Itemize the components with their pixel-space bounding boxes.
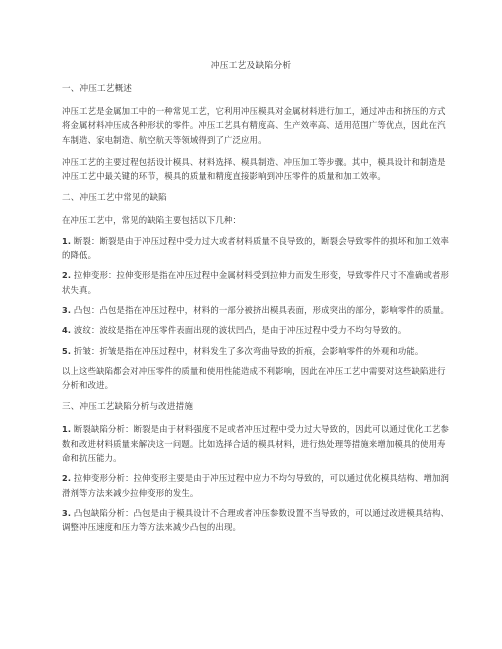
- list-text: 波纹：波纹是指在冲压零件表面出现的波状凹凸，是由于冲压过程中受力不均匀导致的。: [73, 325, 407, 336]
- list-text: 拉伸变形：拉伸变形是指在冲压过程中金属材料受到拉伸力而发生形变，导致零件尺寸不准确或者形状失真。: [62, 270, 450, 295]
- section1-paragraph-2: 冲压工艺的主要过程包括设计模具、材料选择、模具制造、冲压加工等步骤。其中，模具设计和制造是冲压工艺中最关键的环节，模具的质量和精度直接影响到冲压零件的质量和加工效率。: [62, 156, 446, 182]
- list-number: 1.: [62, 235, 72, 246]
- section1-paragraph-1: 冲压工艺是金属加工中的一种常见工艺，它利用冲压模具对金属材料进行加工，通过冲击和挤压的方式将金属材料冲压成各种形状的零件。冲压工艺具有精度高、生产效率高、适用范围广等优点，因此在汽车制造、家电制造、航空航天等领域得到了广泛应用。: [62, 106, 446, 145]
- section2-heading: 二、冲压工艺中常见的缺陷: [62, 193, 167, 204]
- list-number: 2.: [62, 270, 72, 281]
- list-number: 2.: [62, 473, 72, 484]
- list-number: 3.: [62, 507, 72, 518]
- list-text: 断裂缺陷分析：断裂是由于材料强度不足或者冲压过程中受力过大导致的，因此可以通过优化工艺参数和改进材料质量来解决这一问题。比如选择合适的模具材料，进行热处理等措施来增加模具的使用寿命和抗压能力。: [62, 424, 450, 464]
- section2-intro: 在冲压工艺中，常见的缺陷主要包括以下几种：: [62, 215, 242, 226]
- section1-heading: 一、冲压工艺概述: [62, 84, 132, 94]
- defect-item-4: [62, 323, 450, 337]
- document-title: 冲压工艺及缺陷分析: [210, 61, 292, 71]
- analysis-item-1: [62, 422, 450, 465]
- list-number: 4.: [62, 325, 72, 336]
- list-text: 凸包缺陷分析：凸包是由于模具设计不合理或者冲压参数设置不当导致的，可以通过改进模具结构、调整冲压速度和压力等方法来减少凸包的出现。: [62, 507, 450, 533]
- list-text: 凸包：凸包是指在冲压过程中，材料的一部分被挤出模具表面，形成突出的部分，影响零件的质量。: [73, 304, 450, 315]
- defect-item-5: [62, 344, 450, 358]
- analysis-item-2: [62, 471, 450, 500]
- section3-heading: 三、冲压工艺缺陷分析与改进措施: [62, 402, 194, 413]
- list-number: 1.: [62, 424, 72, 435]
- list-text: 断裂：断裂是由于冲压过程中受力过大或者材料质量不良导致的，断裂会导致零件的损坏和加工效率的降低。: [62, 235, 450, 261]
- list-number: 5.: [62, 345, 72, 356]
- analysis-item-3: [62, 506, 450, 535]
- defect-item-1: [62, 234, 450, 263]
- defect-item-3: [62, 303, 450, 317]
- defect-item-2: [62, 268, 450, 297]
- section2-conclusion: 以上这些缺陷都会对冲压零件的质量和使用性能造成不利影响，因此在冲压工艺中需要对这些缺陷进行分析和改进。: [62, 365, 446, 391]
- list-text: 拉伸变形分析：拉伸变形主要是由于冲压过程中应力不均匀导致的，可以通过优化模具结构、增加润滑剂等方法来减少拉伸变形的发生。: [62, 473, 450, 498]
- list-number: 3.: [62, 304, 72, 315]
- document-body: [62, 82, 450, 541]
- list-text: 折皱：折皱是指在冲压过程中，材料发生了多次弯曲导致的折痕，会影响零件的外观和功能。: [73, 345, 424, 356]
